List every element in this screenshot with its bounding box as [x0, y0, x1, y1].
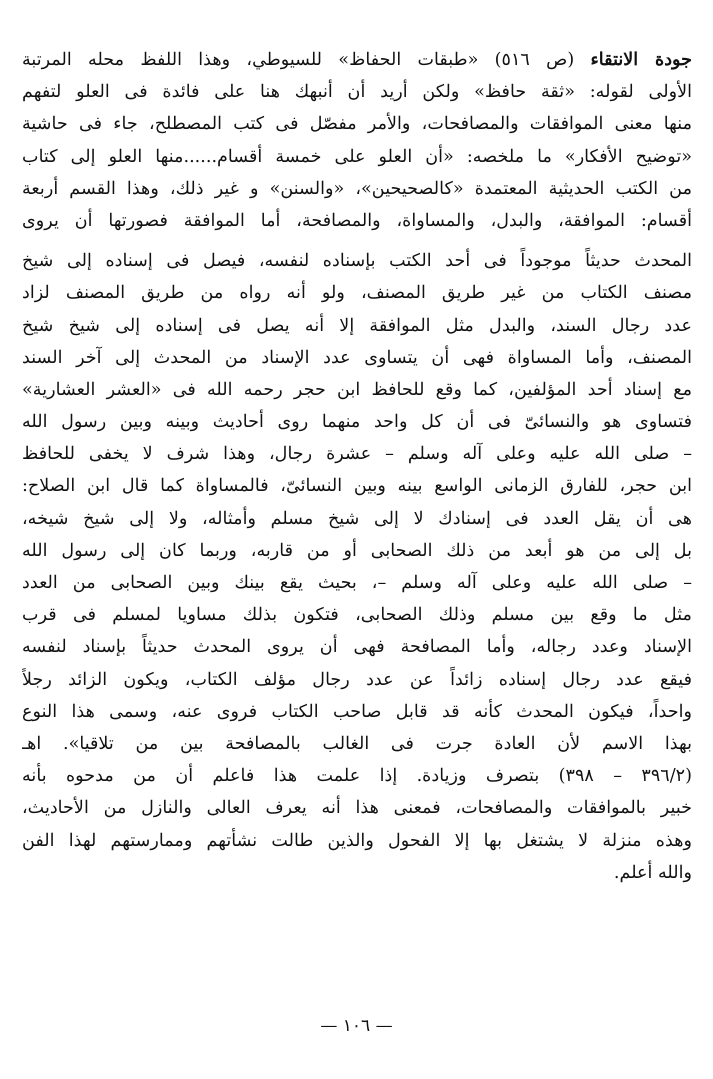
- text-line: بل إلى من هو أبعد من ذلك الصحابى أو من قاربه، وربما كان إلى رسول الله: [22, 540, 692, 561]
- text-line: منها معنى الموافقات والمصافحات، والأمر مفصّل فى كتب المصطلح، جاء فى حاشية: [22, 114, 692, 135]
- text-line: من الكتب الحديثية المعتمدة «كالصحيحين»، «والسنن» و غير ذلك، وهذا القسم أربعة: [22, 178, 692, 199]
- text-line: مصنف الكتاب من غير طريق المصنف، ولو أنه رواه من طريق المصنف لزاد: [22, 283, 692, 304]
- text-line: (٣٩٦/٢ – ٣٩٨) بتصرف وزيادة. إذا علمت هذا فاعلم أن من مدحوه بأنه: [22, 766, 692, 787]
- text-line: والله أعلم.: [613, 862, 692, 883]
- text-line: بهذا الاسم لأن العادة جرت فى الغالب بالمصافحة بين من تلاقيا». اهـ: [22, 733, 692, 754]
- text-line: أقسام: الموافقة، والبدل، والمساواة، والمصافحة، أما الموافقة فصورتها أن يروى: [22, 210, 692, 231]
- page-number: — ١٠٦ —: [320, 1016, 393, 1036]
- text-line: عدد رجال السند، والبدل مثل الموافقة إلا أنه يصل فى إسناده إلى شيخ شيخ: [22, 315, 692, 336]
- text-line: ابن حجر، للفارق الزمانى الواسع بينه وبين النسائىّ، فالمساواة كما قال ابن الصلاح:: [22, 476, 692, 497]
- text-line: هى أن يقل العدد فى إسنادك لا إلى شيخ مسلم وأمثاله، ولا إلى شيخ شيخه،: [22, 508, 692, 529]
- text-line: واحداً، فيكون المحدث كأنه قد قابل صاحب الكتاب فروى عنه، وسمى هذا النوع: [22, 701, 692, 722]
- text-line: مثل ما وقع بين مسلم وذلك الصحابى، فتكون بذلك مساويا لمسلم فى قرب: [22, 605, 692, 626]
- text-line: – صلى الله عليه وعلى آله وسلم –، بحيث يقع بينك وبين الصحابى من العدد: [22, 573, 692, 593]
- body-text: [22, 44, 692, 889]
- text-line: الإسناد وعدد رجاله، وأما المصافحة فهى أن يروى المحدث حديثاً بإسناد لنفسه: [22, 637, 692, 658]
- text-line: فتساوى هو والنسائىّ فى أن كل واحد منهما روى أحاديث وبينه وبين رسول الله: [22, 412, 692, 433]
- text-line: فيقع عدد رجال إسناده زائداً عن عدد رجال مؤلف الكتاب، ويكون الزائد رجلاً: [22, 669, 692, 690]
- text-line: المحدث حديثاً موجوداً فى أحد الكتب بإسناده لنفسه، فيصل فى إسناده إلى شيخ: [22, 251, 692, 272]
- text-line: جودة الانتقاء (ص ٥١٦) «طبقات الحفاظ» للسيوطي، وهذا اللفظ محله المرتبة: [22, 49, 692, 70]
- text-line: خبير بالموافقات والمصافحات، فمعنى هذا أنه يعرف العالى والنازل من الأحاديث،: [22, 798, 692, 819]
- text-line: الأولى لقوله: «ثقة حافظ» ولكن أريد أن أنبهك هنا على فائدة فى العلو لتفهم: [22, 82, 692, 103]
- text-line: مع إسناد أحد المؤلفين، كما وقع للحافظ ابن حجر رحمه الله فى «العشر العشارية»: [22, 379, 692, 400]
- text-line: – صلى الله عليه وعلى آله وسلم – عشرة رجال، وهذا شرف لا يخفى للحافظ: [22, 444, 692, 465]
- text-line: «توضيح الأفكار» ما ملخصه: «أن العلو على خمسة أقسام......منها العلو إلى كتاب: [22, 146, 692, 167]
- text-line: المصنف، وأما المساواة فهى أن يتساوى عدد الإسناد من المحدث إلى آخر السند: [22, 347, 692, 368]
- text-line: وهذه منزلة لا يشتغل بها إلا الفحول والذين طالت نشأتهم وممارستهم لهذا الفن: [22, 830, 692, 851]
